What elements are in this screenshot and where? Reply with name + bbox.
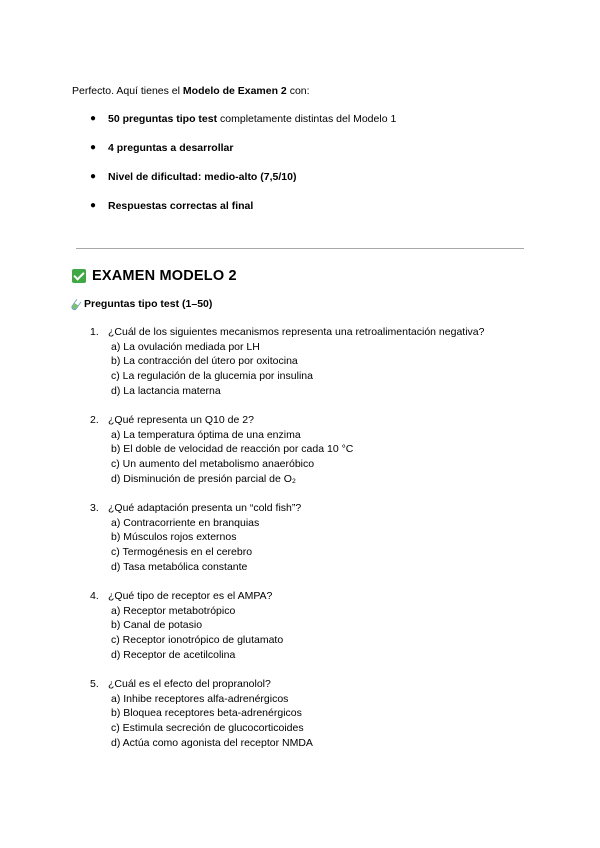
section-subheading-text: Preguntas tipo test (1–50): [84, 298, 213, 310]
horizontal-divider: [76, 248, 524, 249]
answer-option: d) La lactancia materna: [111, 384, 221, 397]
question-text: ¿Cuál es el efecto del propranolol?: [108, 678, 271, 690]
answer-option: b) El doble de velocidad de reacción por cada 10 °C: [111, 443, 354, 456]
feature-item: [90, 199, 396, 228]
feature-bold: 4 preguntas a desarrollar: [108, 142, 234, 154]
question-number: 5.: [90, 678, 99, 690]
intro-prefix: Perfecto. Aquí tienes el: [72, 85, 183, 97]
answer-option: a) Contracorriente en branquias: [111, 516, 260, 529]
question-number: 3.: [90, 502, 99, 514]
exam-heading: [72, 268, 237, 284]
question-number: 1.: [90, 326, 99, 338]
feature-bold: 50 preguntas tipo test: [108, 113, 218, 125]
question-number: 2.: [90, 414, 99, 426]
answer-option: a) Inhibe receptores alfa-adrenérgicos: [111, 692, 289, 705]
question-text: ¿Cuál de los siguientes mecanismos representa una retroalimentación negativa?: [108, 326, 485, 338]
feature-item: [90, 112, 396, 141]
bullet-icon: ●: [90, 113, 97, 124]
answer-option: c) Estimula secreción de glucocorticoides: [111, 722, 304, 735]
answer-option: c) Un aumento del metabolismo anaeróbico: [111, 458, 315, 471]
intro-paragraph: [72, 84, 310, 98]
feature-rest: completamente distintas del Modelo 1: [217, 113, 397, 125]
answer-option: b) Canal de potasio: [111, 619, 203, 632]
question-text: ¿Qué tipo de receptor es el AMPA?: [108, 590, 273, 602]
answer-option: c) Receptor ionotrópico de glutamato: [111, 634, 284, 647]
answer-option: a) La temperatura óptima de una enzima: [111, 428, 301, 441]
answer-option: d) Receptor de acetilcolina: [111, 648, 236, 661]
question-2: [90, 413, 353, 487]
answer-option: d) Tasa metabólica constante: [111, 560, 248, 573]
test-tube-icon: [69, 298, 80, 310]
answer-option: d) Disminución de presión parcial de O₂: [111, 472, 296, 485]
question-1: [90, 325, 484, 399]
feature-item: [90, 141, 396, 170]
bullet-icon: ●: [90, 171, 97, 182]
feature-bold: Respuestas correctas al final: [108, 200, 254, 212]
answer-option: c) La regulación de la glucemia por insulina: [111, 370, 313, 383]
question-number: 4.: [90, 590, 99, 602]
question-text: ¿Qué representa un Q10 de 2?: [108, 414, 254, 426]
question-text: ¿Qué adaptación presenta un “cold fish”?: [108, 502, 302, 514]
question-3: [90, 501, 301, 575]
answer-option: a) Receptor metabotrópico: [111, 604, 236, 617]
feature-bold: Nivel de dificultad: medio-alto (7,5/10): [108, 171, 297, 183]
answer-option: b) La contracción del útero por oxitocina: [111, 355, 298, 368]
section-subheading: [72, 298, 212, 310]
question-4: [90, 589, 283, 663]
bullet-icon: ●: [90, 142, 97, 153]
check-mark-icon: [72, 269, 86, 283]
intro-suffix: con:: [286, 85, 310, 97]
intro-bold: Modelo de Examen 2: [182, 85, 287, 97]
bullet-icon: ●: [90, 200, 97, 211]
question-5: [90, 677, 313, 751]
answer-option: c) Termogénesis en el cerebro: [111, 546, 253, 559]
answer-option: a) La ovulación mediada por LH: [111, 340, 260, 353]
answer-option: b) Músculos rojos externos: [111, 531, 237, 544]
answer-option: b) Bloquea receptores beta-adrenérgicos: [111, 707, 302, 720]
feature-list: [90, 112, 396, 228]
exam-heading-text: EXAMEN MODELO 2: [92, 268, 237, 284]
answer-option: d) Actúa como agonista del receptor NMDA: [111, 736, 313, 749]
feature-item: [90, 170, 396, 199]
